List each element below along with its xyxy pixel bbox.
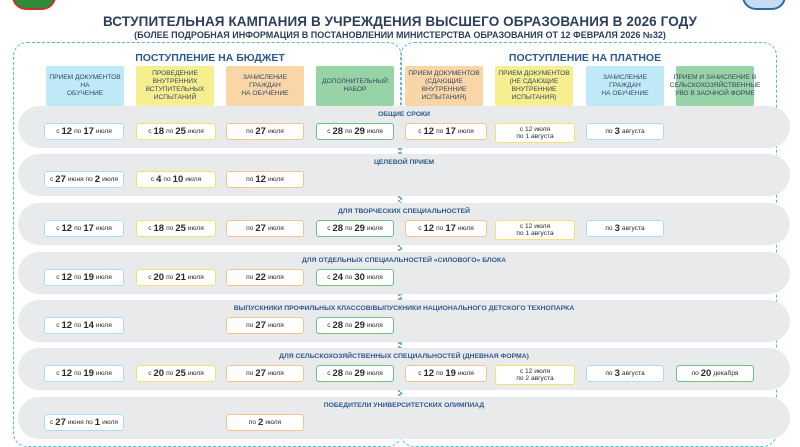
date-day: 20 [153,368,165,379]
date-day: 12 [61,368,73,379]
date-day: 19 [83,368,94,379]
column-header-8 [669,66,761,106]
row-title: ЦЕЛЕВОЙ ПРИЕМ [373,159,435,166]
date-month: июля [457,128,474,135]
date-cell [44,220,124,237]
date-separator: по [166,370,174,377]
date-day: 10 [172,174,184,185]
column-header-5 [405,66,483,106]
date-separator: по [436,128,444,135]
date-prefix: с [519,222,524,230]
date-line-2 [516,230,553,238]
date-separator: по [166,128,174,135]
date-month: июля [457,370,474,377]
date-month: августа [621,225,645,232]
column-header-line: (СДАЮЩИЕ [425,78,463,85]
date-day: 3 [614,368,620,379]
date-month: июля [95,370,112,377]
date-cell [495,220,575,240]
date-separator: по [345,128,353,135]
budget-section-title: ПОСТУПЛЕНИЕ НА БЮДЖЕТ [135,52,285,64]
date-day: 1 [525,133,530,140]
date-prefix: с [519,125,524,133]
date-month: июля [534,367,551,375]
page-subtitle: (БОЛЕЕ ПОДРОБНАЯ ИНФОРМАЦИЯ В ПОСТАНОВЛЕНИИ МИНИСТЕРСТВА ОБРАЗОВАНИЯ ОТ 12 ФЕВРАЛЯ 2026 №32) [134,30,666,40]
date-cell [44,317,124,334]
date-prefix: по [605,225,613,232]
column-header-line: УВО В ЗАОЧНОЙ ФОРМЕ [675,90,755,97]
row-title: ОБЩИЕ СРОКИ [377,111,431,118]
date-separator: по [74,128,82,135]
date-day: 25 [175,126,186,137]
column-header-line: ЗАЧИСЛЕНИЕ ГРАЖДАН [242,74,288,89]
date-separator: по [74,225,82,232]
date-cell [405,220,487,237]
date-prefix: с [56,128,60,135]
date-prefix: с [56,225,60,232]
date-day: 17 [445,223,456,234]
column-header-line: НА ОБУЧЕНИЕ [601,90,649,97]
date-day: 17 [83,223,94,234]
date-day: 12 [525,367,533,375]
date-month: июля [95,322,112,329]
emblem-left-icon [12,0,56,10]
date-day: 12 [423,368,435,379]
date-month: августа [530,230,554,237]
date-cell [586,220,664,237]
column-header-line: (НЕ СДАЮЩИЕ [509,78,559,85]
date-month: июля [534,222,551,230]
date-day: 12 [423,126,435,137]
date-day: 2 [94,174,101,185]
date-day: 20 [700,368,712,379]
date-day: 25 [175,368,186,379]
date-separator: по [74,370,82,377]
date-day: 12 [423,223,435,234]
date-day: 2 [525,375,530,382]
date-month: июля [267,176,284,183]
column-header-7 [586,66,664,106]
column-header-1 [46,66,124,106]
date-prefix: по [691,370,699,377]
date-day: 20 [153,272,165,283]
date-prefix: с [418,128,422,135]
column-header-line: ВНУТРЕННИХ [152,78,198,85]
column-header-line: ВНУТРЕННИЕ ИСПЫТАНИЯ) [421,86,467,101]
column-header-3 [226,66,304,106]
row-title: ДЛЯ ОТДЕЛЬНЫХ СПЕЦИАЛЬНОСТЕЙ «СИЛОВОГО» БЛОКА [301,257,507,264]
date-day: 14 [83,320,94,331]
date-month: июля [457,225,474,232]
date-cell [316,220,394,237]
date-prefix: с [148,274,152,281]
date-prefix: с [327,322,331,329]
date-day: 17 [445,126,456,137]
date-month: июля [366,370,383,377]
date-month: июля [95,225,112,232]
date-prefix: с [327,370,331,377]
date-prefix: с [327,128,331,135]
date-cell [226,123,304,140]
date-day: 2 [258,417,264,428]
date-cell [676,365,754,382]
date-cell [136,269,216,286]
date-cell [316,365,394,382]
date-separator: по [166,225,174,232]
date-cell [405,123,487,140]
date-cell [44,414,124,431]
date-day: 18 [153,126,165,137]
date-day: 27 [55,174,66,185]
date-separator: по [345,274,353,281]
column-header-6 [495,66,573,106]
date-day: 12 [525,125,533,133]
date-day: 29 [354,320,365,331]
row-title: ДЛЯ СЕЛЬСКОХОЗЯЙСТВЕННЫХ СПЕЦИАЛЬНОСТЕЙ (ДНЕВНАЯ ФОРМА) [279,353,529,360]
date-day: 12 [61,272,73,283]
date-day: 27 [55,417,66,428]
date-month: июля [267,225,284,232]
row-connector [398,196,402,202]
date-month: августа [621,370,645,377]
date-cell [316,317,394,334]
date-prefix: по [246,176,254,183]
date-day: 19 [445,368,456,379]
date-day: 27 [255,126,266,137]
column-header-line: НА ОБУЧЕНИЕ [241,90,289,97]
date-prefix: с [327,225,331,232]
column-header-line: ДОПОЛНИТЕЛЬНЫЙ [322,78,388,85]
date-prefix: по [246,322,254,329]
date-day: 4 [156,174,162,185]
date-prefix: по [516,375,524,382]
column-header-line: ПРИЕМ ДОКУМЕНТОВ [408,70,480,77]
column-header-line: ВНУТРЕННИЕ ИСПЫТАНИЯ) [511,86,557,101]
date-month: июля [534,125,551,133]
date-cell [495,123,575,143]
date-prefix: с [56,370,60,377]
date-line-1 [520,223,550,231]
date-month: августа [530,133,554,140]
date-separator: по [436,370,444,377]
date-prefix: по [516,230,524,237]
date-cell [586,123,664,140]
date-cell [316,123,394,140]
date-cell [136,171,216,188]
date-month: июля [187,370,204,377]
date-cell [226,317,304,334]
date-cell [495,365,575,385]
date-prefix: по [605,128,613,135]
date-day: 12 [61,126,73,137]
date-line-1 [520,126,550,134]
date-day: 27 [255,320,266,331]
date-month: июля [187,274,204,281]
date-month: июля [95,128,112,135]
date-cell [226,365,304,382]
date-day: 12 [61,223,73,234]
row-title: ДЛЯ ТВОРЧЕСКИХ СПЕЦИАЛЬНОСТЕЙ [337,208,471,215]
column-header-4 [316,66,394,106]
date-prefix: по [246,274,254,281]
date-cell [44,269,124,286]
date-prefix: с [418,370,422,377]
date-separator: по [74,274,82,281]
date-month: июля [185,176,202,183]
column-header-line: НАБОР [343,86,367,93]
date-day: 29 [354,368,365,379]
date-cell [44,365,124,382]
date-separator: июня по [67,176,93,183]
page-title: ВСТУПИТЕЛЬНАЯ КАМПАНИЯ В УЧРЕЖДЕНИЯ ВЫСШЕГО ОБРАЗОВАНИЯ В 2026 ГОДУ [102,14,698,29]
date-day: 28 [332,320,344,331]
row-connector [398,245,402,251]
date-prefix: с [148,128,152,135]
date-day: 19 [83,272,94,283]
date-prefix: по [605,370,613,377]
date-day: 29 [354,223,365,234]
date-line-2 [516,133,553,141]
date-day: 29 [354,126,365,137]
row-connector [398,390,402,396]
date-separator: июня по [67,419,93,426]
date-line-1 [520,368,550,376]
date-month: июля [265,419,282,426]
row-title: ВЫПУСКНИКИ ПРОФИЛЬНЫХ КЛАССОВ/ВЫПУСКНИКИ НАЦИОНАЛЬНОГО ДЕТСКОГО ТЕХНОПАРКА [233,305,575,312]
date-prefix: с [327,274,331,281]
date-month: июля [187,128,204,135]
column-header-line: ПРИЕМ ДОКУМЕНТОВ [498,70,570,77]
date-cell [226,220,304,237]
date-month: августа [530,375,554,382]
date-day: 30 [354,272,365,283]
date-cell [136,220,216,237]
date-month: июля [366,128,383,135]
date-day: 25 [175,223,186,234]
column-header-2 [136,66,214,106]
column-header-line: ОБУЧЕНИЕ [66,90,104,97]
date-cell [226,269,304,286]
date-month: июля [267,274,284,281]
column-header-line: ПРИЕМ ДОКУМЕНТОВ НА [49,74,121,89]
date-prefix: с [50,419,54,426]
date-separator: по [163,176,171,183]
row-title: ПОБЕДИТЕЛИ УНИВЕРСИТЕТСКИХ ОЛИМПИАД [323,402,485,409]
date-cell [136,365,216,382]
column-header-line: ИСПЫТАНИЙ [153,94,197,101]
date-day: 12 [255,174,266,185]
date-month: июля [366,274,383,281]
date-cell [44,171,124,188]
date-cell [405,365,487,382]
date-prefix: с [50,176,54,183]
date-separator: по [166,274,174,281]
date-day: 28 [332,223,344,234]
date-month: июля [366,322,383,329]
date-day: 27 [255,368,266,379]
date-separator: по [74,322,82,329]
date-prefix: с [519,367,524,375]
column-header-line: ЗАЧИСЛЕНИЕ ГРАЖДАН [602,74,648,89]
date-prefix: по [246,128,254,135]
date-cell [316,269,394,286]
date-day: 1 [525,230,530,237]
date-day: 1 [94,417,101,428]
date-day: 18 [153,223,165,234]
date-prefix: по [246,370,254,377]
date-month: декабря [713,370,739,377]
date-cell [136,123,216,140]
date-cell [226,171,304,188]
date-prefix: по [246,225,254,232]
paid-section-title: ПОСТУПЛЕНИЕ НА ПЛАТНОЕ [508,52,662,64]
date-cell [44,123,124,140]
date-prefix: с [418,225,422,232]
date-day: 12 [525,222,533,230]
column-header-line: ПРИЕМ И ЗАЧИСЛЕНИЕ В [673,74,757,81]
date-month: июля [366,225,383,232]
date-month: июля [267,128,284,135]
column-header-line: ВСТУПИТЕЛЬНЫХ [145,86,205,93]
column-header-line: СЕЛЬСКОХОЗЯЙСТВЕННЫЕ [669,82,761,89]
date-day: 28 [332,126,344,137]
date-prefix: по [248,419,257,426]
date-month: августа [621,128,645,135]
date-prefix: по [516,133,524,140]
date-day: 3 [614,126,620,137]
date-month: июля [102,419,118,426]
date-day: 17 [83,126,94,137]
date-separator: по [345,322,353,329]
date-day: 21 [175,272,186,283]
date-line-2 [516,375,553,383]
date-separator: по [345,370,353,377]
date-separator: по [436,225,444,232]
date-prefix: с [56,274,60,281]
date-separator: по [345,225,353,232]
date-month: июля [267,322,284,329]
date-day: 24 [332,272,344,283]
date-prefix: с [148,370,152,377]
date-month: июля [102,176,118,183]
date-prefix: с [150,176,155,183]
emblem-right-icon [742,0,786,10]
date-day: 28 [332,368,344,379]
date-prefix: с [56,322,60,329]
date-cell [226,414,304,431]
date-month: июля [187,225,204,232]
date-day: 27 [255,223,266,234]
column-header-line: ПРОВЕДЕНИЕ [152,70,198,77]
date-month: июля [95,274,112,281]
date-cell [586,365,664,382]
date-day: 12 [61,320,73,331]
date-month: июля [267,370,284,377]
date-day: 22 [255,272,266,283]
date-day: 3 [614,223,620,234]
date-prefix: с [148,225,152,232]
